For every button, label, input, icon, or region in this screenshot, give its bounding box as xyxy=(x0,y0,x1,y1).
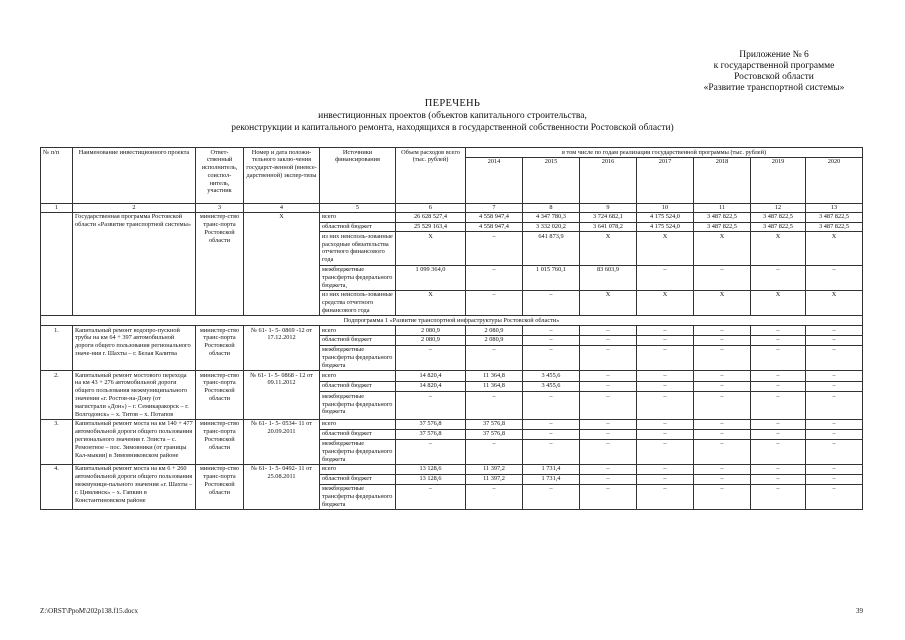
funding-value: – xyxy=(806,392,863,420)
funding-value: – xyxy=(637,371,694,382)
funding-value: Х xyxy=(396,290,466,315)
funding-value: 1 015 760,1 xyxy=(523,265,580,290)
funding-value: 3 455,6 xyxy=(523,381,580,392)
header-executor: Ответ-ственный исполнитель, соиспол-нитель, участник xyxy=(196,148,244,204)
header-year: 2016 xyxy=(580,157,637,203)
funding-value: 4 175 524,0 xyxy=(637,212,694,222)
funding-value: – xyxy=(751,381,806,392)
project-name: Капитальный ремонт мостового перехода на км 43 + 276 автомобильной дороги общего пользования межмуниципального значения «г. Ростов-на-Дону (от магистрали «Дон») – г. Семикаракорск – г. Волгодонск» – х. Титов – х. Потапов xyxy=(73,371,196,420)
funding-value: – xyxy=(580,371,637,382)
funding-value: – xyxy=(751,474,806,484)
appendix-line-3: Ростовской области xyxy=(734,72,814,82)
funding-value: – xyxy=(694,381,751,392)
funding-value: – xyxy=(806,484,863,509)
funding-value: 3 487 822,5 xyxy=(694,222,751,232)
title-line-2: инвестиционных проектов (объектов капитального строительства, xyxy=(318,111,587,121)
funding-value: 11 397,2 xyxy=(466,464,523,474)
funding-value: – xyxy=(523,345,580,370)
project-executor: министер-ство транс-порта Ростовской области xyxy=(196,212,244,316)
funding-value: 11 364,8 xyxy=(466,381,523,392)
funding-value: 3 487 822,5 xyxy=(806,212,863,222)
funding-value: 3 487 822,5 xyxy=(694,212,751,222)
column-numbers-row xyxy=(41,203,863,212)
funding-value: – xyxy=(806,381,863,392)
project-name: Капитальный ремонт моста на км 6 + 260 автомобильной дороги общего пользования межмуници-пального значения «г. Шахты – г. Цимлянск» – х. Гапкин в Константиновском районе xyxy=(73,464,196,509)
funding-value: – xyxy=(751,335,806,345)
funding-value: – xyxy=(751,419,806,429)
funding-value: 2 080,9 xyxy=(466,326,523,336)
funding-value: – xyxy=(523,326,580,336)
funding-value: – xyxy=(637,429,694,439)
funding-value: – xyxy=(637,474,694,484)
funding-value: Х xyxy=(396,232,466,265)
funding-value: – xyxy=(806,464,863,474)
funding-source: всего xyxy=(320,419,396,429)
funding-source: всего xyxy=(320,464,396,474)
funding-value: – xyxy=(523,419,580,429)
funding-value: – xyxy=(694,484,751,509)
funding-value: – xyxy=(637,381,694,392)
funding-value: – xyxy=(751,464,806,474)
funding-value: 37 576,8 xyxy=(396,419,466,429)
project-executor: министер-ство транс-порта Ростовской области xyxy=(196,326,244,371)
column-number: 4 xyxy=(244,203,320,212)
funding-source: межбюджетные трансферты федерального бюджета, xyxy=(320,265,396,290)
funding-value: – xyxy=(751,265,806,290)
column-number: 6 xyxy=(396,203,466,212)
funding-source: межбюджетные трансферты федерального бюджета xyxy=(320,484,396,509)
funding-value: 26 628 527,4 xyxy=(396,212,466,222)
funding-value: – xyxy=(396,392,466,420)
header-year: 2017 xyxy=(637,157,694,203)
funding-value: – xyxy=(396,484,466,509)
header-year: 2020 xyxy=(806,157,863,203)
table-row xyxy=(41,371,863,382)
funding-value: – xyxy=(806,345,863,370)
funding-value: 37 576,8 xyxy=(466,429,523,439)
funding-value: – xyxy=(806,419,863,429)
funding-value: – xyxy=(637,345,694,370)
funding-value: – xyxy=(466,345,523,370)
funding-value: – xyxy=(694,371,751,382)
funding-source: областной бюджет xyxy=(320,429,396,439)
funding-value: – xyxy=(694,326,751,336)
funding-value: – xyxy=(523,392,580,420)
column-number: 8 xyxy=(523,203,580,212)
funding-value: – xyxy=(580,335,637,345)
header-year: 2019 xyxy=(751,157,806,203)
funding-value: – xyxy=(580,429,637,439)
funding-value: 4 347 780,3 xyxy=(523,212,580,222)
header-contract: Номер и дата положи-тельного заклю-чения государст-венной (вневсе-дарственной) экспер-тизы xyxy=(244,148,320,204)
funding-value: – xyxy=(466,392,523,420)
funding-value: 2 080,9 xyxy=(466,335,523,345)
funding-value: – xyxy=(523,429,580,439)
funding-value: – xyxy=(637,419,694,429)
funding-value: – xyxy=(694,335,751,345)
funding-value: – xyxy=(751,392,806,420)
column-number: 2 xyxy=(73,203,196,212)
funding-source: из них неисполь-зованные средства отчетного финансового года xyxy=(320,290,396,315)
funding-value: Х xyxy=(751,290,806,315)
funding-value: – xyxy=(580,392,637,420)
funding-value: 2 080,9 xyxy=(396,326,466,336)
funding-value: Х xyxy=(806,290,863,315)
funding-value: Х xyxy=(637,232,694,265)
document-title xyxy=(0,98,905,134)
project-number: 4. xyxy=(41,464,73,509)
table-row xyxy=(41,419,863,429)
project-executor: министер-ство транс-порта Ростовской области xyxy=(196,464,244,509)
project-expertise: № 61- 1- 5- 0868 - 12 от 09.11.2012 xyxy=(244,371,320,420)
funding-value: – xyxy=(694,419,751,429)
funding-value: 2 080,9 xyxy=(396,335,466,345)
column-number: 3 xyxy=(196,203,244,212)
funding-value: – xyxy=(637,484,694,509)
funding-value: – xyxy=(751,439,806,464)
table-row xyxy=(41,326,863,336)
funding-source: областной бюджет xyxy=(320,222,396,232)
project-name: Государственная программа Ростовской области «Развитие транспортной системы» xyxy=(73,212,196,316)
funding-value: – xyxy=(694,392,751,420)
funding-value: – xyxy=(806,439,863,464)
column-number: 10 xyxy=(637,203,694,212)
funding-value: – xyxy=(694,429,751,439)
column-number: 12 xyxy=(751,203,806,212)
funding-value: – xyxy=(751,345,806,370)
funding-source: всего xyxy=(320,212,396,222)
funding-value: – xyxy=(694,265,751,290)
funding-value: 13 128,6 xyxy=(396,464,466,474)
project-expertise: № 61- 1- 5- 0492- 11 от 25.08.2011 xyxy=(244,464,320,509)
funding-source: межбюджетные трансферты федерального бюджета xyxy=(320,345,396,370)
funding-value: Х xyxy=(806,232,863,265)
funding-value: 3 487 822,5 xyxy=(806,222,863,232)
funding-value: 3 455,6 xyxy=(523,371,580,382)
funding-source: межбюджетные трансферты федерального бюджета xyxy=(320,392,396,420)
funding-value: – xyxy=(806,429,863,439)
project-number: 1. xyxy=(41,326,73,371)
title-line-1: ПЕРЕЧЕНЬ xyxy=(424,98,481,109)
appendix-block xyxy=(689,50,859,94)
funding-value: – xyxy=(637,392,694,420)
subprogram-row xyxy=(41,316,863,326)
title-line-3: реконструкции и капитального ремонта, находящихся в государственной собственности Ростовской области) xyxy=(231,123,674,133)
funding-value: – xyxy=(806,474,863,484)
funding-value: – xyxy=(751,429,806,439)
project-name: Капитальный ремонт моста на км 140 + 477 автомобильной дороги общего пользования регионального значения г. Элиста – с. Ремонтное – пос. Зимовники (от границы Кал-мыкии) в Зимовниковском районе xyxy=(73,419,196,464)
funding-value: – xyxy=(637,439,694,464)
funding-value: Х xyxy=(694,232,751,265)
funding-value: – xyxy=(580,326,637,336)
table-row xyxy=(41,212,863,222)
funding-value: – xyxy=(580,345,637,370)
project-executor: министер-ство транс-порта Ростовской области xyxy=(196,419,244,464)
funding-value: 4 558 947,4 xyxy=(466,212,523,222)
funding-value: Х xyxy=(580,290,637,315)
funding-value: – xyxy=(523,335,580,345)
funding-value: – xyxy=(694,439,751,464)
column-number: 9 xyxy=(580,203,637,212)
funding-value: – xyxy=(694,474,751,484)
funding-value: – xyxy=(466,232,523,265)
header-name: Наименование инвестиционного проекта xyxy=(73,148,196,204)
funding-value: – xyxy=(806,265,863,290)
funding-value: – xyxy=(396,439,466,464)
funding-value: – xyxy=(580,419,637,429)
funding-value: – xyxy=(694,464,751,474)
table-row xyxy=(41,464,863,474)
funding-value: – xyxy=(580,474,637,484)
column-number: 13 xyxy=(806,203,863,212)
funding-source: из них неисполь-зованные расходные обязательства отчетного финансового года xyxy=(320,232,396,265)
funding-value: 4 558 947,4 xyxy=(466,222,523,232)
appendix-line-2: к государственной программе xyxy=(713,61,835,71)
funding-value: 14 820,4 xyxy=(396,381,466,392)
header-year: 2015 xyxy=(523,157,580,203)
funding-source: областной бюджет xyxy=(320,335,396,345)
funding-value: Х xyxy=(694,290,751,315)
funding-value: 1 731,4 xyxy=(523,474,580,484)
funding-value: – xyxy=(694,345,751,370)
footer-page-number: 39 xyxy=(856,607,863,615)
project-number: 3. xyxy=(41,419,73,464)
funding-value: – xyxy=(580,464,637,474)
funding-value: – xyxy=(466,439,523,464)
funding-value: Х xyxy=(637,290,694,315)
funding-source: областной бюджет xyxy=(320,381,396,392)
funding-value: 3 332 020,2 xyxy=(523,222,580,232)
appendix-line-1: Приложение № 6 xyxy=(739,50,809,60)
funding-value: – xyxy=(806,371,863,382)
column-number: 5 xyxy=(320,203,396,212)
funding-value: – xyxy=(580,381,637,392)
projects-table xyxy=(40,147,863,510)
appendix-line-4: «Развитие транспортной системы» xyxy=(703,83,845,93)
funding-source: областной бюджет xyxy=(320,474,396,484)
funding-value: – xyxy=(751,371,806,382)
funding-value: – xyxy=(466,265,523,290)
funding-value: – xyxy=(806,326,863,336)
project-number xyxy=(41,212,73,316)
column-number: 7 xyxy=(466,203,523,212)
header-years-caption: в том числе по годам реализации государственной программы (тыс. рублей) xyxy=(466,148,863,158)
funding-value: – xyxy=(580,484,637,509)
header-year: 2014 xyxy=(466,157,523,203)
project-expertise: № 61- 1- 5- 0869 -12 от 17.12.2012 xyxy=(244,326,320,371)
funding-value: – xyxy=(751,326,806,336)
funding-value: – xyxy=(637,335,694,345)
funding-value: – xyxy=(523,290,580,315)
funding-value: 1 099 364,0 xyxy=(396,265,466,290)
funding-value: 37 576,8 xyxy=(466,419,523,429)
funding-value: 3 487 822,5 xyxy=(751,212,806,222)
funding-value: 14 820,4 xyxy=(396,371,466,382)
funding-value: Х xyxy=(580,232,637,265)
column-number: 11 xyxy=(694,203,751,212)
header-year: 2018 xyxy=(694,157,751,203)
funding-value: 13 128,6 xyxy=(396,474,466,484)
footer-file-path: Z:\ORST\PpoM\202p138.f15.docx xyxy=(40,607,139,615)
funding-source: межбюджетные трансферты федерального бюджета xyxy=(320,439,396,464)
funding-value: 83 603,9 xyxy=(580,265,637,290)
funding-value: 3 487 822,5 xyxy=(751,222,806,232)
table-body xyxy=(41,148,863,510)
funding-value: 37 576,8 xyxy=(396,429,466,439)
funding-value: – xyxy=(523,439,580,464)
column-number: 1 xyxy=(41,203,73,212)
funding-source: всего xyxy=(320,326,396,336)
project-number: 2. xyxy=(41,371,73,420)
funding-source: всего xyxy=(320,371,396,382)
funding-value: 11 364,8 xyxy=(466,371,523,382)
funding-value: 641 873,9 xyxy=(523,232,580,265)
funding-value: – xyxy=(396,345,466,370)
project-executor: министер-ство транс-порта Ростовской области xyxy=(196,371,244,420)
project-expertise: № 61- 1- 5- 0534- 11 от 20.09.2011 xyxy=(244,419,320,464)
subprogram-title: Подпрограмма 1 «Развитие транспортной инфраструктуры Ростовской области» xyxy=(41,316,863,326)
funding-value: – xyxy=(637,265,694,290)
project-expertise: Х xyxy=(244,212,320,316)
funding-value: – xyxy=(637,464,694,474)
funding-value: 4 175 524,0 xyxy=(637,222,694,232)
funding-value: – xyxy=(637,326,694,336)
funding-value: – xyxy=(806,335,863,345)
funding-value: 3 724 682,1 xyxy=(580,212,637,222)
funding-value: Х xyxy=(751,232,806,265)
funding-value: – xyxy=(580,439,637,464)
project-name: Капитальный ремонт водопро-пускной трубы на км 64 + 397 автомобильной дороги общего пользования регионального значе-ния г. Шахты – г. Белая Калитва xyxy=(73,326,196,371)
funding-value: 1 731,4 xyxy=(523,464,580,474)
funding-value: 3 641 078,2 xyxy=(580,222,637,232)
table-header-row xyxy=(41,148,863,158)
funding-value: 25 529 163,4 xyxy=(396,222,466,232)
header-num: № п/п xyxy=(41,148,73,204)
header-sources: Источники финансирования xyxy=(320,148,396,204)
funding-value: 11 397,2 xyxy=(466,474,523,484)
funding-value: – xyxy=(751,484,806,509)
funding-value: – xyxy=(466,290,523,315)
header-volume: Объем расходов всего (тыс. рублей) xyxy=(396,148,466,204)
funding-value: – xyxy=(466,484,523,509)
funding-value: – xyxy=(523,484,580,509)
